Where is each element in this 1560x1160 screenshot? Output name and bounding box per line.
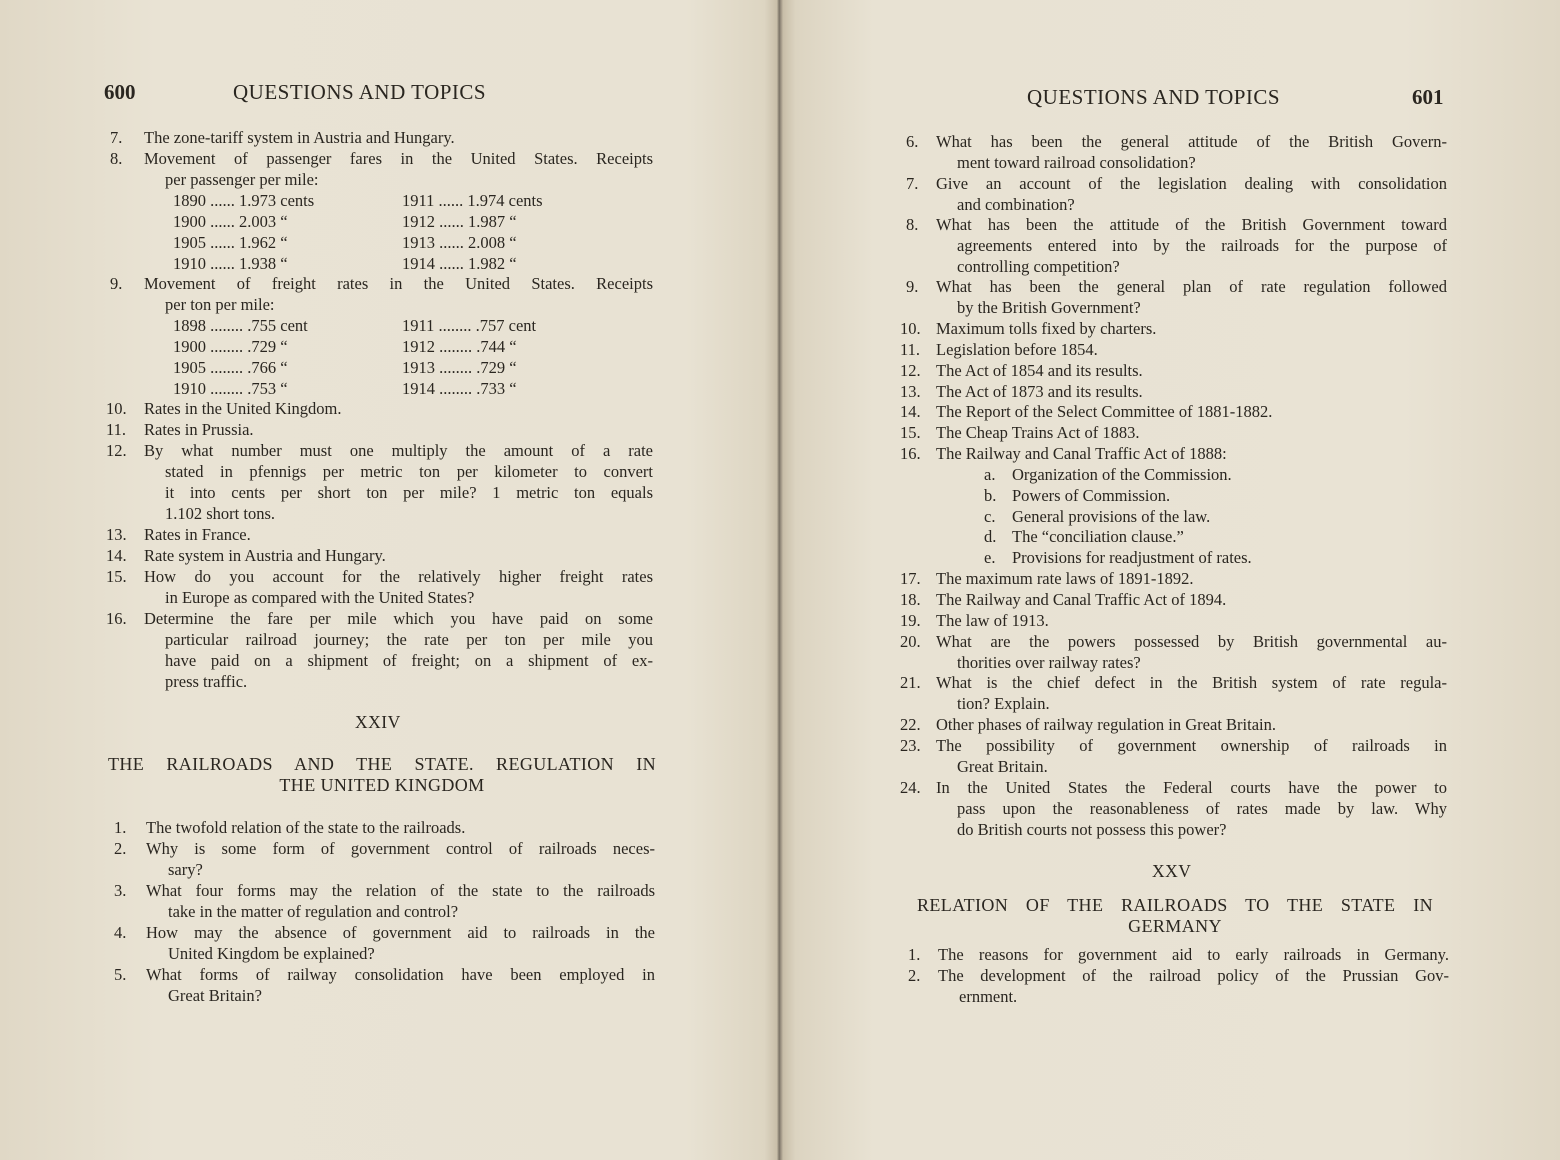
table-cell: 1905 ...... 1.962 “ <box>173 233 288 252</box>
item-text: The Railway and Canal Traffic Act of 1894. <box>936 590 1227 609</box>
item-text: Legislation before 1854. <box>936 340 1098 359</box>
item-number: 19. <box>900 611 921 630</box>
item-number: 9. <box>110 274 123 293</box>
item-text: Give an account of the legislation dealing with consolidation <box>936 174 1447 193</box>
item-text: What has been the general attitude of the British Govern- <box>936 132 1447 151</box>
subitem-text: Powers of Commission. <box>1012 486 1171 505</box>
item-number: 13. <box>106 525 127 544</box>
item-text: stated in pfennigs per metric ton per kilometer to convert <box>165 462 653 481</box>
item-number: 2. <box>908 966 921 985</box>
item-text: The development of the railroad policy of the Prussian Gov- <box>938 966 1449 985</box>
item-text: What is the chief defect in the British system of rate regula- <box>936 673 1447 692</box>
item-text: 1.102 short tons. <box>165 504 276 523</box>
item-text: Determine the fare per mile which you have paid on some <box>144 609 653 628</box>
item-number: 10. <box>106 399 127 418</box>
item-text: controlling competition? <box>957 257 1120 276</box>
item-number: 14. <box>900 402 921 421</box>
item-text: The Railway and Canal Traffic Act of 1888: <box>936 444 1227 463</box>
item-number: 22. <box>900 715 921 734</box>
item-number: 12. <box>900 361 921 380</box>
table-cell: 1911 ...... 1.974 cents <box>402 191 543 210</box>
section-title: GERMANY <box>1128 916 1222 936</box>
subitem-letter: e. <box>984 548 996 567</box>
page-number: 600 <box>104 80 136 104</box>
item-number: 9. <box>906 277 919 296</box>
item-number: 15. <box>106 567 127 586</box>
item-text: it into cents per short ton per mile? 1 metric ton equals <box>165 483 653 502</box>
item-number: 15. <box>900 423 921 442</box>
item-text: Rate system in Austria and Hungary. <box>144 546 386 565</box>
item-text: agreements entered into by the railroads for the purpose of <box>957 236 1447 255</box>
item-number: 16. <box>106 609 127 628</box>
subitem-letter: b. <box>984 486 997 505</box>
subitem-letter: d. <box>984 527 997 546</box>
section-number: XXIV <box>355 712 401 732</box>
item-text: in Europe as compared with the United States? <box>165 588 475 607</box>
item-number: 7. <box>110 128 123 147</box>
item-text: The maximum rate laws of 1891-1892. <box>936 569 1194 588</box>
item-number: 1. <box>114 818 127 837</box>
left-page <box>0 0 778 1160</box>
item-text: The twofold relation of the state to the railroads. <box>146 818 466 837</box>
table-cell: 1914 ........ .733 “ <box>402 379 517 398</box>
item-number: 16. <box>900 444 921 463</box>
subitem-letter: a. <box>984 465 996 484</box>
item-text: Why is some form of government control of railroads neces- <box>146 839 655 858</box>
item-number: 1. <box>908 945 921 964</box>
item-text: particular railroad journey; the rate per ton per mile you <box>165 630 653 649</box>
item-number: 8. <box>110 149 123 168</box>
section-title: THE RAILROADS AND THE STATE. REGULATION IN <box>108 754 656 774</box>
item-text: Great Britain? <box>168 986 262 1005</box>
item-text: What has been the attitude of the British Government toward <box>936 215 1447 234</box>
item-number: 2. <box>114 839 127 858</box>
running-head: QUESTIONS AND TOPICS <box>1027 85 1281 109</box>
section-title: RELATION OF THE RAILROADS TO THE STATE IN <box>917 895 1433 915</box>
item-text: Maximum tolls fixed by charters. <box>936 319 1157 338</box>
item-text: The Act of 1854 and its results. <box>936 361 1143 380</box>
item-number: 12. <box>106 441 127 460</box>
table-cell: 1900 ........ .729 “ <box>173 337 288 356</box>
item-text: What four forms may the relation of the state to the railroads <box>146 881 655 900</box>
table-cell: 1898 ........ .755 cent <box>173 316 308 335</box>
subitem-letter: c. <box>984 507 996 526</box>
item-text: The reasons for government aid to early railroads in Germany. <box>938 945 1449 964</box>
table-cell: 1890 ...... 1.973 cents <box>173 191 315 210</box>
item-text: Movement of freight rates in the United States. Receipts <box>144 274 653 293</box>
item-text: and combination? <box>957 195 1075 214</box>
subitem-text: Organization of the Commission. <box>1012 465 1232 484</box>
item-text: The Cheap Trains Act of 1883. <box>936 423 1140 442</box>
item-number: 20. <box>900 632 921 651</box>
subitem-text: General provisions of the law. <box>1012 507 1211 526</box>
item-text: How do you account for the relatively higher freight rates <box>144 567 653 586</box>
item-number: 5. <box>114 965 127 984</box>
item-text: Rates in France. <box>144 525 251 544</box>
item-number: 3. <box>114 881 127 900</box>
item-text: pass upon the reasonableness of rates made by law. Why <box>957 799 1447 818</box>
table-cell: 1900 ...... 2.003 “ <box>173 212 288 231</box>
item-number: 17. <box>900 569 921 588</box>
right-page <box>782 0 1560 1160</box>
item-text: by the British Government? <box>957 298 1141 317</box>
item-text: do British courts not possess this power? <box>957 820 1227 839</box>
table-cell: 1910 ........ .753 “ <box>173 379 288 398</box>
item-text: tion? Explain. <box>957 694 1050 713</box>
item-text: What forms of railway consolidation have been employed in <box>146 965 655 984</box>
subitem-text: Provisions for readjustment of rates. <box>1012 548 1252 567</box>
table-cell: 1911 ........ .757 cent <box>402 316 537 335</box>
item-number: 10. <box>900 319 921 338</box>
item-text: ernment. <box>959 987 1018 1006</box>
table-cell: 1905 ........ .766 “ <box>173 358 288 377</box>
item-text: per passenger per mile: <box>165 170 319 189</box>
item-number: 11. <box>900 340 921 359</box>
table-cell: 1912 ........ .744 “ <box>402 337 517 356</box>
item-text: sary? <box>168 860 203 879</box>
item-text: have paid on a shipment of freight; on a shipment of ex- <box>165 651 653 670</box>
item-text: per ton per mile: <box>165 295 275 314</box>
item-text: What has been the general plan of rate regulation followed <box>936 277 1447 296</box>
item-text: The possibility of government ownership of railroads in <box>936 736 1447 755</box>
item-text: What are the powers possessed by British governmental au- <box>936 632 1447 651</box>
running-head: QUESTIONS AND TOPICS <box>233 80 487 104</box>
item-text: Rates in Prussia. <box>144 420 254 439</box>
item-number: 7. <box>906 174 919 193</box>
table-cell: 1913 ........ .729 “ <box>402 358 517 377</box>
item-number: 4. <box>114 923 127 942</box>
item-number: 13. <box>900 382 921 401</box>
table-cell: 1913 ...... 2.008 “ <box>402 233 517 252</box>
item-text: The Report of the Select Committee of 1881-1882. <box>936 402 1273 421</box>
subitem-text: The “conciliation clause.” <box>1012 527 1184 546</box>
item-number: 8. <box>906 215 919 234</box>
item-number: 24. <box>900 778 921 797</box>
item-text: Rates in the United Kingdom. <box>144 399 342 418</box>
item-text: The Act of 1873 and its results. <box>936 382 1143 401</box>
item-text: In the United States the Federal courts have the power to <box>936 778 1447 797</box>
item-text: Great Britain. <box>957 757 1048 776</box>
section-number: XXV <box>1152 861 1192 881</box>
item-text: The zone-tariff system in Austria and Hungary. <box>144 128 455 147</box>
item-text: By what number must one multiply the amount of a rate <box>144 441 653 460</box>
item-number: 14. <box>106 546 127 565</box>
item-number: 23. <box>900 736 921 755</box>
item-text: How may the absence of government aid to railroads in the <box>146 923 655 942</box>
item-text: The law of 1913. <box>936 611 1049 630</box>
item-text: take in the matter of regulation and control? <box>168 902 459 921</box>
table-cell: 1914 ...... 1.982 “ <box>402 254 517 273</box>
item-text: press traffic. <box>165 672 248 691</box>
item-text: United Kingdom be explained? <box>168 944 375 963</box>
item-number: 11. <box>106 420 127 439</box>
item-text: Other phases of railway regulation in Great Britain. <box>936 715 1276 734</box>
item-text: thorities over railway rates? <box>957 653 1141 672</box>
page-number: 601 <box>1412 85 1444 109</box>
table-cell: 1910 ...... 1.938 “ <box>173 254 288 273</box>
item-text: Movement of passenger fares in the United States. Receipts <box>144 149 653 168</box>
item-number: 21. <box>900 673 921 692</box>
section-title: THE UNITED KINGDOM <box>279 775 485 795</box>
item-number: 18. <box>900 590 921 609</box>
item-text: ment toward railroad consolidation? <box>957 153 1196 172</box>
item-number: 6. <box>906 132 919 151</box>
table-cell: 1912 ...... 1.987 “ <box>402 212 517 231</box>
